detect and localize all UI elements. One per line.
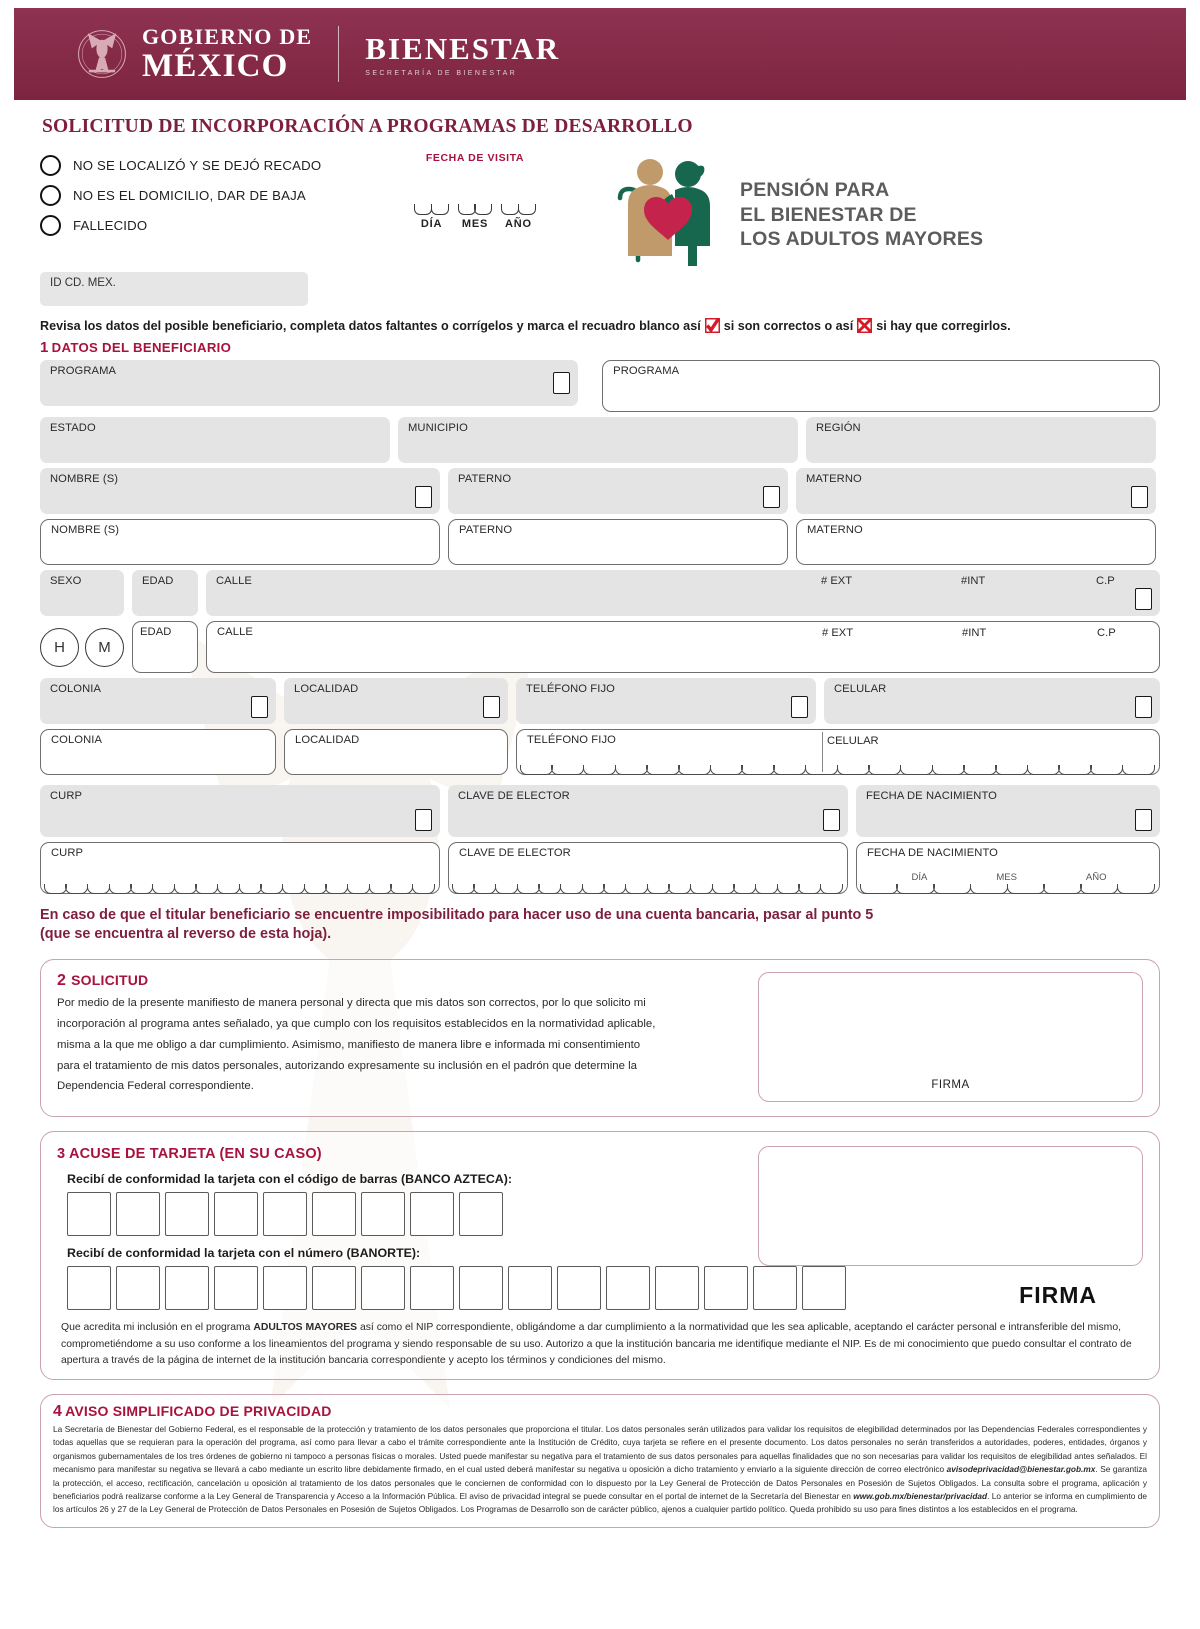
row-domicilio-input <box>40 621 1160 673</box>
card-code-box[interactable] <box>508 1266 552 1310</box>
row-nombres-input <box>40 519 1160 565</box>
brand-name: BIENESTAR <box>365 31 561 66</box>
section-3-title: ACUSE DE TARJETA (EN SU CASO) <box>68 1146 322 1163</box>
section-2-content <box>57 972 758 1103</box>
section-2-p5: Dependencia Federal correspondiente. <box>57 1080 254 1093</box>
clave-elector-comb-marks <box>453 884 843 894</box>
telefono-celular-input[interactable] <box>516 729 1160 775</box>
cp-label: C.P <box>1096 575 1115 587</box>
localidad-label: LOCALIDAD <box>294 683 359 695</box>
comb-marks <box>458 204 492 215</box>
gob-line-1: GOBIERNO DE <box>142 23 313 49</box>
fecha-nacimiento-confirm-checkbox[interactable] <box>1135 809 1152 831</box>
materno-confirm-checkbox[interactable] <box>1131 486 1148 508</box>
privacy-text-2: . Se garantiza la protección, el acceso, rectificación, cancelación u oposición al tratamiento de los datos personales que le conciernen de conformidad con lo dispuesto por la Ley General de Protección de Datos Personales en Posesión de Sujetos Obligados. La consulta sobre el programa, aplicación y beneficiarios podrá realizarse conforme a la Ley General de Transparencia y Acceso a la Información Pública. El aviso de privacidad integral se puede consultar en el portal de internet de la Secretaría del Bienestar en <box>53 1464 1147 1501</box>
nacimiento-mes-label: MES <box>996 872 1017 883</box>
note-part-a: Que acredita mi inclusión en el programa <box>61 1322 254 1334</box>
programa-readonly-field <box>40 360 578 406</box>
nacimiento-dia-label: DÍA <box>911 872 928 883</box>
program-line-3: LOS ADULTOS MAYORES <box>740 228 984 251</box>
celular-readonly-field <box>824 678 1160 724</box>
row-domicilio-readonly <box>40 570 1160 616</box>
sexo-label: SEXO <box>50 575 82 587</box>
section-2-solicitud <box>40 959 1160 1118</box>
card-code-box[interactable] <box>802 1266 846 1310</box>
fecha-nacimiento-input[interactable] <box>856 842 1160 894</box>
clave-elector-readonly-field <box>448 785 848 837</box>
municipio-label: MUNICIPIO <box>408 422 468 434</box>
status-option-no-localizado[interactable] <box>40 150 370 180</box>
privacy-text-3: . Lo anterior se informa en cumplimiento de los artículos 26 y 27 de la Ley General de Protección de Datos Personales en Posesión de Sujetos Obligados. Los Programas de Desarrollo son de carácter público, ajenos a cualquier partido político. Queda prohibido su uso para fines distintos a los establecidos en el programa. <box>53 1491 1147 1515</box>
fecha-nacimiento-input-label: FECHA DE NACIMIENTO <box>867 847 998 859</box>
top-section <box>40 146 1160 266</box>
edad-input-label: EDAD <box>140 626 172 638</box>
note-program-name: ADULTOS MAYORES <box>253 1322 358 1334</box>
cp-input-label: C.P <box>1097 627 1116 639</box>
fecha-nacimiento-label: FECHA DE NACIMIENTO <box>866 790 997 802</box>
fecha-nacimiento-dmy-labels <box>867 872 1151 883</box>
ext-label: # EXT <box>821 575 853 587</box>
programa-label: PROGRAMA <box>50 365 117 377</box>
fecha-visita-dia[interactable] <box>414 204 448 230</box>
card-code-box[interactable] <box>263 1266 307 1310</box>
fecha-nacimiento-comb-marks <box>861 884 1155 894</box>
status-option-label: NO SE LOCALIZÓ Y SE DEJÓ RECADO <box>73 157 322 173</box>
mexican-coat-of-arms-icon <box>76 26 128 82</box>
nacimiento-anio-label: AÑO <box>1085 872 1107 883</box>
section-3-note <box>61 1320 1139 1368</box>
nombre-confirm-checkbox[interactable] <box>415 486 432 508</box>
government-wordmark <box>142 23 313 84</box>
fecha-visita-inputs <box>370 204 580 230</box>
row-contacto-readonly <box>40 678 1160 724</box>
celular-input-label: CELULAR <box>827 735 879 747</box>
anio-label: AÑO <box>504 218 532 230</box>
colonia-label: COLONIA <box>50 683 102 695</box>
section-2-p2: incorporación al programa antes señalado, ya que cumplo con los requisitos establecidos en la normatividad aplicable, <box>57 1017 656 1030</box>
program-logo-text <box>740 146 983 252</box>
section-1-title: DATOS DEL BENEFICIARIO <box>51 340 232 355</box>
edad-input[interactable] <box>132 621 198 673</box>
card-code-box[interactable] <box>67 1192 111 1236</box>
curp-input-label: CURP <box>51 847 84 859</box>
telefono-comb-marks <box>521 765 1155 775</box>
warning-line-1: En caso de que el titular beneficiario se encuentre imposibilitado para hacer uso de una cuenta bancaria, pasar al punto 5 <box>40 907 874 923</box>
nombre-readonly-field <box>40 468 440 514</box>
colonia-input[interactable] <box>40 729 276 775</box>
int-label: #INT <box>961 575 986 587</box>
section-4-body <box>53 1423 1147 1517</box>
card-code-box[interactable] <box>263 1192 307 1236</box>
fecha-de-visita-block <box>370 146 580 266</box>
curp-comb-marks <box>45 884 435 894</box>
card-code-box[interactable] <box>459 1192 503 1236</box>
government-header-bar <box>14 8 1186 100</box>
sexo-hombre-option[interactable]: H <box>40 628 79 667</box>
row-identidad-input <box>40 842 1160 894</box>
calle-input[interactable] <box>206 621 1160 673</box>
domicilio-confirm-checkbox[interactable] <box>1135 588 1152 610</box>
instructions-part-2: si son correctos o así <box>723 318 854 333</box>
clave-elector-confirm-checkbox[interactable] <box>823 809 840 831</box>
card-code-box[interactable] <box>165 1266 209 1310</box>
fecha-visita-anio[interactable] <box>501 204 535 230</box>
sexo-selector[interactable] <box>40 621 124 673</box>
section-2-p1: Por medio de la presente manifiesto de manera personal y directa que mis datos son correctos, por lo que solicito mi <box>57 996 646 1009</box>
bank-account-warning <box>40 906 1160 945</box>
card-code-box[interactable] <box>312 1266 356 1310</box>
card-code-box[interactable] <box>459 1266 503 1310</box>
instructions-part-1: Revisa los datos del posible beneficiario, completa datos faltantes o corrígelos y marca el recuadro blanco así <box>40 318 701 333</box>
card-code-box[interactable] <box>312 1192 356 1236</box>
localidad-confirm-checkbox[interactable] <box>483 696 500 718</box>
card-code-box[interactable] <box>655 1266 699 1310</box>
clave-elector-input-label: CLAVE DE ELECTOR <box>459 847 571 859</box>
row-programa <box>40 360 1160 412</box>
curp-confirm-checkbox[interactable] <box>415 809 432 831</box>
privacy-url: www.gob.mx/bienestar/privacidad <box>853 1491 988 1501</box>
colonia-input-label: COLONIA <box>51 734 103 746</box>
card-code-box[interactable] <box>116 1192 160 1236</box>
sexo-readonly-field <box>40 570 124 616</box>
banorte-label: Recibí de conformidad la tarjeta con el número (BANORTE): <box>67 1246 421 1261</box>
clave-elector-label: CLAVE DE ELECTOR <box>458 790 570 802</box>
form-page <box>0 8 1200 1528</box>
paterno-label: PATERNO <box>458 473 512 485</box>
telefono-readonly-field <box>516 678 816 724</box>
programa-confirm-checkbox[interactable] <box>553 372 570 394</box>
instructions-line <box>40 318 1160 333</box>
paterno-input[interactable] <box>448 519 788 565</box>
programa-input-label: PROGRAMA <box>613 365 680 377</box>
nombre-input[interactable] <box>40 519 440 565</box>
card-code-box[interactable] <box>410 1192 454 1236</box>
telefono-label: TELÉFONO FIJO <box>526 683 615 695</box>
radio-circle-icon[interactable] <box>40 185 61 206</box>
page-title: SOLICITUD DE INCORPORACIÓN A PROGRAMAS DE DESARROLLO <box>42 116 693 137</box>
status-radio-group <box>40 146 370 266</box>
card-code-box[interactable] <box>214 1266 258 1310</box>
section-3-acuse-tarjeta <box>40 1131 1160 1379</box>
section-2-body <box>57 998 744 1094</box>
section-2-heading <box>57 972 744 990</box>
fecha-visita-mes[interactable] <box>458 204 492 230</box>
mes-label: MES <box>461 218 489 230</box>
section-4-heading <box>53 1403 1147 1421</box>
bienestar-wordmark <box>365 31 560 77</box>
program-line-1: PENSIÓN PARA <box>740 179 890 201</box>
section-2-number: 2 <box>57 971 67 989</box>
telefono-input-label: TELÉFONO FIJO <box>527 734 616 746</box>
dia-label: DÍA <box>420 218 443 230</box>
card-code-box[interactable] <box>557 1266 601 1310</box>
brand-subtitle: SECRETARÍA DE BIENESTAR <box>365 70 518 77</box>
colonia-readonly-field <box>40 678 276 724</box>
materno-label: MATERNO <box>806 473 862 485</box>
section-4-title: AVISO SIMPLIFICADO DE PRIVACIDAD <box>65 1402 332 1419</box>
sexo-mujer-option[interactable]: M <box>85 628 124 667</box>
curp-label: CURP <box>50 790 83 802</box>
status-option-fallecido[interactable] <box>40 210 370 240</box>
paterno-readonly-field <box>448 468 788 514</box>
program-line-2: EL BIENESTAR DE <box>740 203 917 226</box>
celular-confirm-checkbox[interactable] <box>1135 696 1152 718</box>
paterno-input-label: PATERNO <box>459 524 513 536</box>
nombre-label: NOMBRE (S) <box>50 473 119 485</box>
card-code-box[interactable] <box>606 1266 650 1310</box>
status-option-label: FALLECIDO <box>73 217 148 233</box>
banorte-code-boxes[interactable] <box>67 1266 1143 1310</box>
section-3-signature-box[interactable] <box>758 1146 1143 1266</box>
paterno-confirm-checkbox[interactable] <box>763 486 780 508</box>
beneficiary-fields <box>40 360 1160 894</box>
radio-circle-icon[interactable] <box>40 155 61 176</box>
gob-line-2: MÉXICO <box>142 47 289 84</box>
calle-readonly-field <box>206 570 1160 616</box>
section-2-p3: misma a la que me obligo a dar cumplimiento. Asimismo, manifiesto de manera libre e informada mi consentimiento <box>57 1038 641 1051</box>
header-divider <box>338 26 339 82</box>
elderly-couple-heart-icon <box>606 146 726 266</box>
fecha-nacimiento-readonly-field <box>856 785 1160 837</box>
localidad-input[interactable] <box>284 729 508 775</box>
region-label: REGIÓN <box>816 422 861 434</box>
section-4-number: 4 <box>53 1402 63 1420</box>
calle-input-label: CALLE <box>217 626 253 638</box>
section-4-aviso-privacidad <box>40 1394 1160 1528</box>
celular-label: CELULAR <box>834 683 887 695</box>
instructions-part-3: si hay que corregirlos. <box>876 318 1011 333</box>
azteca-label: Recibí de conformidad la tarjeta con el código de barras (BANCO AZTECA): <box>67 1172 512 1187</box>
clave-elector-input[interactable] <box>448 842 848 894</box>
curp-readonly-field <box>40 785 440 837</box>
comb-marks <box>414 204 448 215</box>
section-3-number: 3 <box>57 1146 66 1163</box>
section-2-firma-label: FIRMA <box>931 1079 970 1092</box>
card-code-box[interactable] <box>165 1192 209 1236</box>
card-code-box[interactable] <box>214 1192 258 1236</box>
id-city-field: ID CD. MEX. <box>40 272 308 306</box>
row-nombres-readonly <box>40 468 1160 514</box>
curp-input[interactable] <box>40 842 440 894</box>
edad-readonly-field <box>132 570 198 616</box>
card-code-box[interactable] <box>361 1266 405 1310</box>
comb-marks <box>501 204 535 215</box>
card-code-box[interactable] <box>116 1266 160 1310</box>
programa-input[interactable] <box>602 360 1160 412</box>
card-code-box[interactable] <box>753 1266 797 1310</box>
card-code-box[interactable] <box>410 1266 454 1310</box>
fecha-visita-title: FECHA DE VISITA <box>425 152 525 164</box>
localidad-input-label: LOCALIDAD <box>295 734 360 746</box>
program-logo <box>606 146 983 266</box>
estado-field <box>40 417 390 463</box>
radio-circle-icon[interactable] <box>40 215 61 236</box>
calle-label: CALLE <box>216 575 252 587</box>
materno-readonly-field <box>796 468 1156 514</box>
section-1-heading <box>40 339 1200 356</box>
privacy-text-1: La Secretaría de Bienestar del Gobierno Federal, es el responsable de la protección y tratamiento de los datos personales que proporciona el titular. Los datos personales serán utilizados para validar los requisitos de elegibilidad determinados por las Dependencias Federales correspondientes y todas aquellas que se requieran para la operación del programa, así como para llevar a cabo el trámite correspondiente ante la Institución de Crédito, cuya tarjeta se refiere en el presente documento. Los datos personales no serán transferidos a autoridades, poderes, entidades, órganos y organismos gubernamentales de los tres órdenes de gobierno ni tampoco a personas físicas o morales. Usted puede manifestar su negativa para el tratamiento de sus datos personales para aquellas finalidades que no son necesarias para validar los requisitos de elegibilidad antes señalados. El mecanismo para manifestar su negativa se llevará a cabo mediante un escrito libre debidamente firmado, en el cual usted deberá manifestar su negativa u oposición a dicho tratamiento y enviarlo a la siguiente dirección de correo electrónico <box>53 1423 1147 1475</box>
municipio-field <box>398 417 798 463</box>
privacy-email: avisodeprivacidad@bienestar.gob.mx <box>946 1464 1096 1475</box>
row-estado-municipio-region <box>40 417 1160 463</box>
materno-input[interactable] <box>796 519 1156 565</box>
region-field <box>806 417 1156 463</box>
card-code-box[interactable] <box>704 1266 748 1310</box>
row-contacto-input <box>40 729 1160 775</box>
colonia-confirm-checkbox[interactable] <box>251 696 268 718</box>
ext-input-label: # EXT <box>822 627 854 639</box>
cross-mark-icon <box>857 318 872 333</box>
card-code-box[interactable] <box>67 1266 111 1310</box>
telefono-confirm-checkbox[interactable] <box>791 696 808 718</box>
row-identidad-readonly <box>40 785 1160 837</box>
note-part-b: así como el NIP correspondiente, obligándome a dar cumplimiento a la normatividad que les sea aplicable, aceptando el carácter personal e intransferible del mismo, comprometiéndome a su uso conforme a los lineamientos del programa y siendo responsable de su uso. Autorizo a que la institución bancaria me identifique mediante el NIP. Es de mi conocimiento que puedo consultar el contrato de apertura a través de la página de internet de la institución bancaria correspondiente y acepto los términos y condiciones del mismo. <box>61 1322 1132 1366</box>
check-mark-icon <box>705 318 720 333</box>
nombre-input-label: NOMBRE (S) <box>51 524 120 536</box>
int-input-label: #INT <box>962 627 987 639</box>
section-2-signature-box[interactable] <box>758 972 1143 1103</box>
section-1-number: 1 <box>40 339 49 356</box>
materno-input-label: MATERNO <box>807 524 863 536</box>
section-2-p4: para el tratamiento de mis datos personales, autorizando expresamente su inclusión en el padrón que determine la <box>57 1059 638 1072</box>
localidad-readonly-field <box>284 678 508 724</box>
section-3-firma-label: FIRMA <box>1019 1282 1097 1309</box>
edad-label: EDAD <box>142 575 174 587</box>
status-option-no-domicilio[interactable] <box>40 180 370 210</box>
estado-label: ESTADO <box>50 422 96 434</box>
section-2-title: SOLICITUD <box>71 971 149 988</box>
status-option-label: NO ES EL DOMICILIO, DAR DE BAJA <box>73 187 306 203</box>
warning-line-2: (que se encuentra al reverso de esta hoja). <box>40 926 332 943</box>
card-code-box[interactable] <box>361 1192 405 1236</box>
